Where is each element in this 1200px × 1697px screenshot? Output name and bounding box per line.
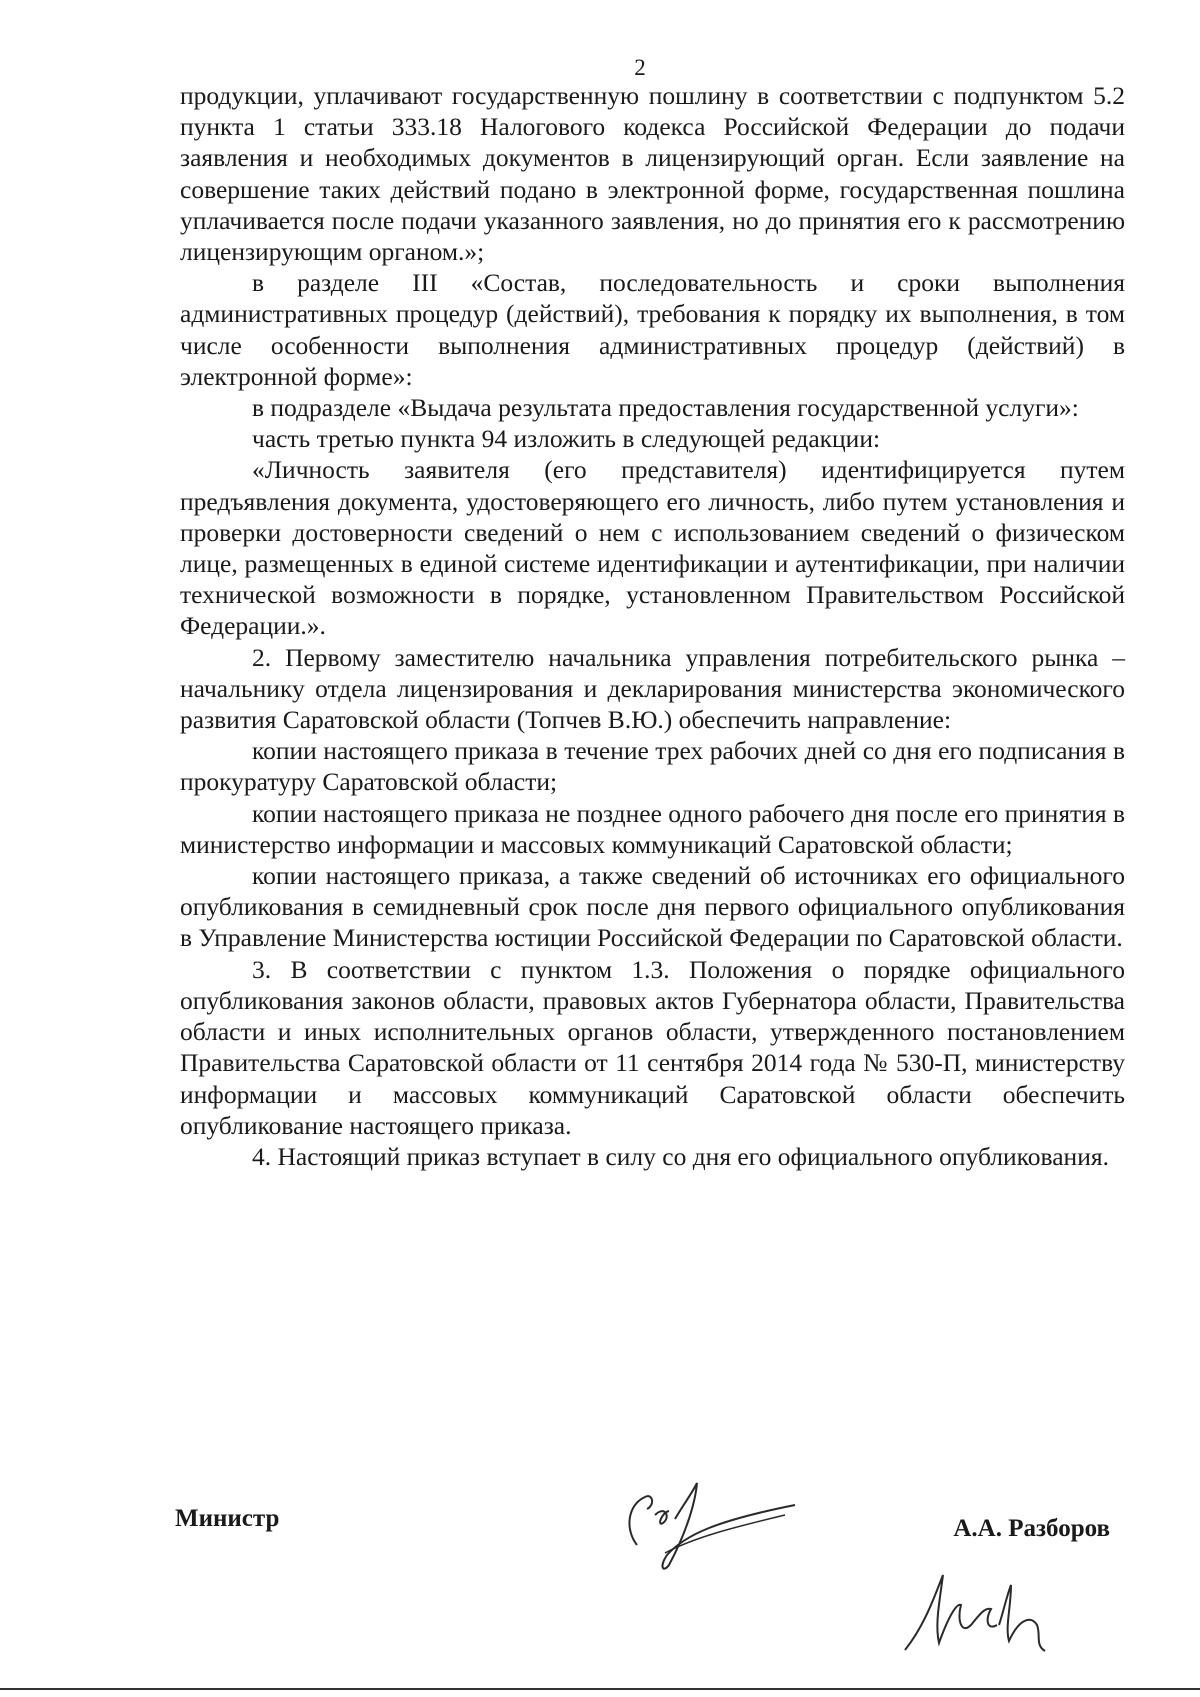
signatory-title: Министр bbox=[175, 1505, 280, 1532]
paragraph-8: копии настоящего приказа не позднее одного рабочего дня после его принятия в министерство информации и массовых коммуникаций Саратовской области; bbox=[180, 798, 1125, 859]
handwritten-signature bbox=[605, 1475, 805, 1585]
paragraph-7: копии настоящего приказа в течение трех рабочих дней со дня его подписания в прокуратуру Саратовской области; bbox=[180, 736, 1125, 797]
paragraph-5: «Личность заявителя (его представителя) идентифицируется путем предъявления документа, удостоверяющего его личность, либо путем установления и проверки достоверности сведений о нем с использованием сведений о физическом лице, размещенных в единой системе идентификации и аутентификации, при наличии технической возможности в порядке, установленном Правительством Российской Федерации.». bbox=[180, 455, 1125, 641]
paragraph-6: 2. Первому заместителю начальника управления потребительского рынка – начальнику отдела лицензирования и декларирования министерства экономического развития Саратовской области (Топчев В.Ю.) обеспечить направление: bbox=[180, 642, 1125, 735]
paragraph-3: в подразделе «Выдача результата предоставления государственной услуги»: bbox=[252, 393, 1079, 423]
signatory-name: А.А. Разборов bbox=[953, 1515, 1110, 1542]
document-body bbox=[180, 80, 1125, 1172]
handwritten-initials bbox=[895, 1555, 1055, 1665]
paragraph-4: часть третью пункта 94 изложить в следующей редакции: bbox=[252, 424, 881, 454]
signature-block bbox=[175, 1495, 1120, 1645]
paragraph-2: в разделе III «Состав, последовательность и сроки выполнения административных процедур (действий), требования к порядку их выполнения, в том числе особенности выполнения административных процедур (действий) в электронной форме»: bbox=[180, 268, 1125, 391]
paragraph-1: продукции, уплачивают государственную пошлину в соответствии с подпунктом 5.2 пункта 1 статьи 333.18 Налогового кодекса Российской Федерации до подачи заявления и необходимых документов в лицензирующий орган. Если заявление на совершение таких действий подано в электронной форме, государственная пошлина уплачивается после подачи указанного заявления, но до принятия его к рассмотрению лицензирующим органом.»; bbox=[180, 81, 1125, 267]
paragraph-10: 3. В соответствии с пунктом 1.3. Положения о порядке официального опубликования законов области, правовых актов Губернатора области, Правительства области и иных исполнительных органов области, утвержденного постановлением Правительства Саратовской области от 11 сентября 2014 года № 530-П, министерству информации и массовых коммуникаций Саратовской области обеспечить опубликование настоящего приказа. bbox=[180, 954, 1125, 1140]
page-number: 2 bbox=[634, 55, 646, 80]
bottom-edge-line bbox=[0, 1688, 1200, 1690]
paragraph-11: 4. Настоящий приказ вступает в силу со дня его официального опубликования. bbox=[252, 1141, 1109, 1171]
paragraph-9: копии настоящего приказа, а также сведений об источниках его официального опубликования в семидневный срок после дня первого официального опубликования в Управление Министерства юстиции Российской Федерации по Саратовской области. bbox=[180, 861, 1125, 953]
